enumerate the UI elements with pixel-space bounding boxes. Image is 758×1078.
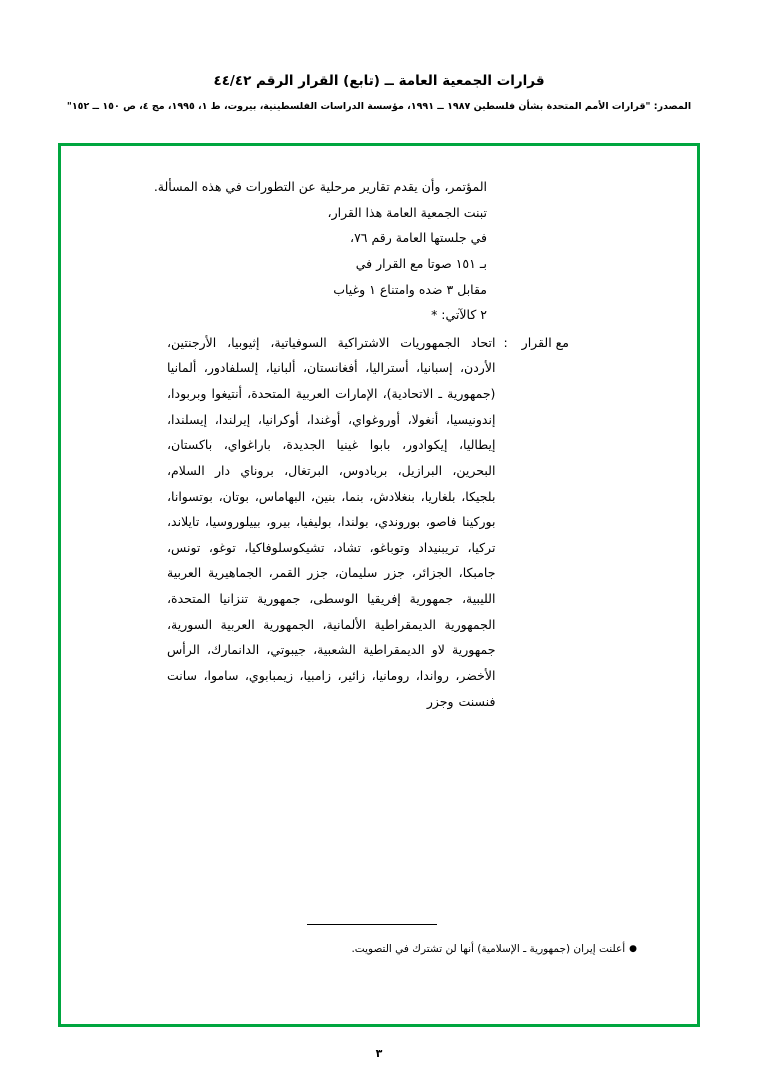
lead-line: مقابل ٣ ضده وامتناع ١ وغياب xyxy=(333,281,487,297)
content-frame xyxy=(58,143,700,1027)
footnote-text: أعلنت إيران (جمهورية ـ الإسلامية) أنها لن تشترك في التصويت. xyxy=(351,943,626,956)
source-citation: المصدر: "قرارات الأمم المتحدة بشأن فلسطين ١٩٨٧ ــ ١٩٩١، مؤسسة الدراسات الفلسطينية، بيروت، ط ١، ١٩٩٥، مج ٤، ص ١٥٠ ــ ١٥٢" xyxy=(66,100,692,112)
lead-line: ٢ كالآتي: * xyxy=(431,307,487,323)
lead-line: تبنت الجمعية العامة هذا القرار، xyxy=(327,204,487,220)
vote-in-favour-countries: اتحاد الجمهوريات الاشتراكية السوفياتية، إثيوبيا، الأرجنتين، الأردن، إسبانيا، أستراليا، أفغانستان، ألبانيا، إلسلفادور، ألمانيا (جمهورية ـ الاتحادية)، الإمارات العربية المتحدة، أنتيغوا وبربودا، إندونيسيا، أنغولا، أوروغواي، أوغندا، أوكرانيا، إيرلندا، إيسلندا، إيطاليا، إيكوادور، بابوا غينيا الجديدة، باراغواي، باكستان، البحرين، البرازيل، بربادوس، البرتغال، بروناي دار السلام، بلجيكا، بلغاريا، بنغلادش، بنما، بنين، البهاماس، بوتان، بوتسوانا، بوركينا فاصو، بوروندي، بولندا، بوليفيا، بيرو، بييلوروسيا، تايلاند، تركيا، تريبنيداد وتوباغو، تشاد، تشيكوسلوفاكيا، توغو، تونس، جامبكا، الجزائر، جزر سليمان، جزر القمر، الجماهيرية العربية الليبية، جمهورية إفريقيا الوسطى، جمهورية تنزانيا المتحدة، الجمهورية الديمقراطية الألمانية، الجمهورية العربية السورية، جمهورية لاو الديمقراطية الشعبية، جيبوتي، الدانمارك، الرأس الأخضر، رواندا، رومانيا، زائير، زامبيا، زيمبابوي، ساموا، سانت فنسنت وجزر xyxy=(167,334,496,709)
lead-paragraph-block xyxy=(153,174,487,328)
vote-in-favour-block xyxy=(167,330,569,714)
lead-line: في جلستها العامة رقم ٧٦، xyxy=(350,230,487,246)
lead-line: المؤتمر، وأن يقدم تقارير مرحلية عن التطورات في هذه المسألة. xyxy=(153,179,487,194)
vote-in-favour-label: مع القرار xyxy=(521,334,569,350)
vote-colon: : xyxy=(503,334,508,350)
footnote-line xyxy=(227,941,637,958)
page-header xyxy=(0,0,758,113)
content-frame-inner xyxy=(61,146,697,1024)
page-title: قرارات الجمعية العامة ــ (تابع) القرار الرقم ٤٤/٤٢ xyxy=(213,73,545,89)
footnote-block xyxy=(227,924,657,958)
bullet-icon: ● xyxy=(629,944,637,955)
page-number: ٣ xyxy=(375,1047,383,1060)
lead-line: بـ ١٥١ صوتا مع القرار في xyxy=(355,255,487,271)
footnote-divider xyxy=(307,924,437,925)
